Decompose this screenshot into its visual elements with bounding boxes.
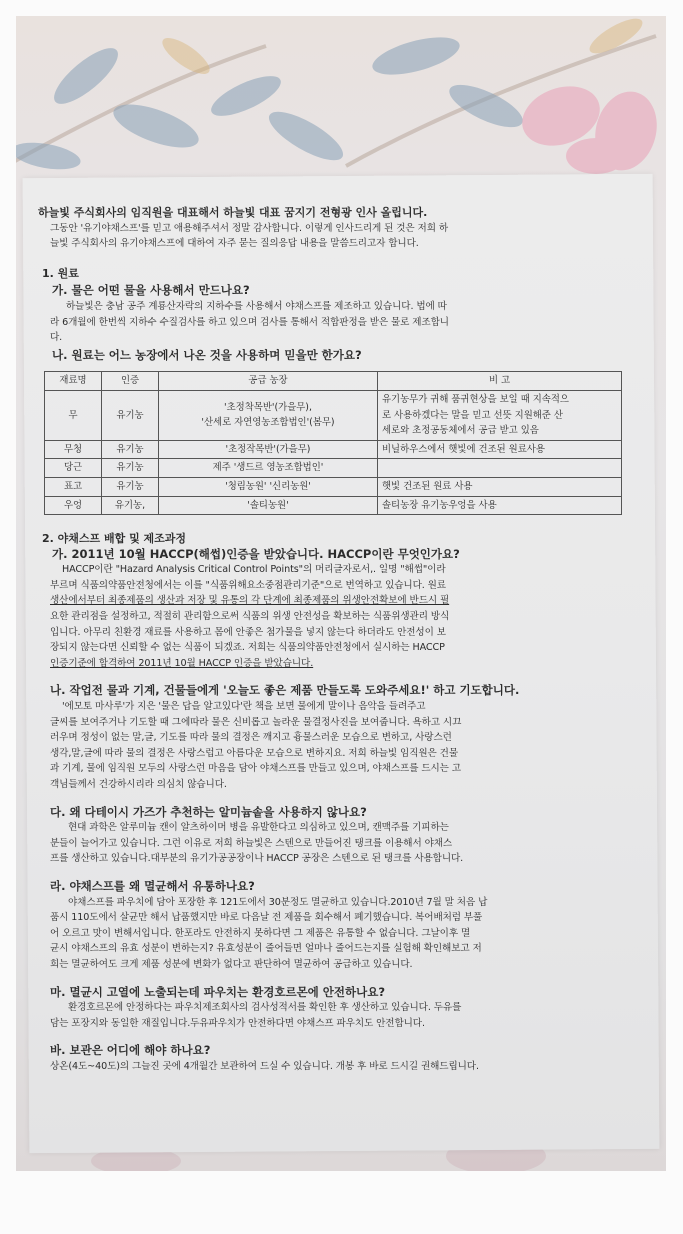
answer-2b-line-6: 객님들께서 건강하시리라 의심치 않습니다.	[50, 779, 227, 790]
answer-2a-line-4: 요한 관리점을 설정하고, 적절히 관리함으로써 식품의 위생 안전성을 확보하는 식품위생관리 방식	[50, 611, 450, 623]
table-row	[45, 459, 622, 478]
cell-farm: 제주 '생드르 영농조합법인'	[159, 459, 378, 478]
cell-note: 솔티농장 유기농우엉을 사용	[378, 496, 622, 515]
table-row	[45, 440, 622, 459]
cell-name: 우엉	[45, 496, 102, 515]
answer-2d-line-1: 야채스프를 파우치에 담아 포장한 후 121도에서 30분정도 멸균하고 있습니다.2010년 7월 말 처음 납	[68, 896, 488, 908]
answer-2c-line-2: 분들이 늘어가고 있습니다. 그런 이유로 저희 하늘빛은 스텐으로 만들어진 탱크를 이용해서 야채스	[50, 837, 453, 849]
question-2e: 마. 멸균시 고열에 노출되는데 파우치는 환경호르몬에 안전하나요?	[50, 984, 386, 999]
cell-name: 당근	[45, 459, 102, 478]
question-2b: 나. 작업전 물과 기계, 건물들에게 '오늘도 좋은 제품 만들도록 도와주세요!' 하고 기도합니다.	[50, 683, 520, 698]
answer-2a-line-2: 부르며 식품의약품안전청에서는 이를 "식품위해요소중점관리기준"으로 번역하고 있습니다. 원료	[50, 579, 446, 591]
intro-line-1: 그동안 '유기야채스프'를 믿고 애용해주셔서 정말 감사합니다. 이렇게 인사드리게 된 것은 저희 하	[50, 222, 449, 234]
answer-2a-line-6: 장되지 않는다면 신뢰할 수 없는 식품이 되겠죠. 저희는 식품의약품안전청에서 실시하는 HACCP	[50, 642, 445, 654]
answer-1a-line-3: 다.	[50, 332, 63, 344]
table-header-note: 비 고	[378, 372, 622, 391]
farm-line: '산세로 자연영농조합법인'(봄무)	[201, 417, 335, 429]
answer-2d-line-3: 어 오르고 맛이 변해서입니다. 한포라도 안전하지 못하다면 그 제품은 유통할 수 없습니다. 그날이후 멸	[50, 927, 471, 939]
cell-cert: 유기농	[102, 477, 159, 496]
answer-1a-line-2: 라 6개월에 한번씩 지하수 수질검사를 하고 있으며 검사를 통해서 적합판정을 받은 물로 제조합니	[50, 316, 449, 328]
table-row	[45, 477, 622, 496]
cell-name: 무청	[45, 440, 102, 459]
question-2f: 바. 보관은 어디에 해야 하나요?	[50, 1043, 211, 1058]
answer-2a-line-7: 인증기준에 합격하여 2011년 10월 HACCP 인증을 받았습니다.	[50, 657, 314, 669]
answer-2f-line-1: 상온(4도~40도)의 그늘진 곳에 4개월간 보관하여 드실 수 있습니다. 개봉 후 바로 드시길 권해드립니다.	[50, 1060, 479, 1072]
question-1b: 나. 원료는 어느 농장에서 나온 것을 사용하며 믿을만 한가요?	[52, 347, 362, 362]
cell-farm	[159, 390, 378, 440]
question-2a: 가. 2011년 10월 HACCP(해썹)인증을 받았습니다. HACCP이란 무엇인가요?	[52, 546, 460, 561]
raw-material-table	[44, 371, 622, 515]
question-1a: 가. 물은 어떤 물을 사용해서 만드나요?	[52, 283, 250, 298]
note-line: 로 사용하겠다는 말을 믿고 선뜻 지원해준 산	[382, 409, 563, 421]
answer-2a-line-3: 생산에서부터 최종제품의 생산과 저장 및 유통의 각 단계에 최종제품의 위생안전확보에 반드시 필	[50, 595, 450, 607]
cell-note	[378, 459, 622, 478]
note-line: 유기농무가 귀해 품귀현상을 보일 때 지속적으	[382, 393, 569, 405]
faq-document	[28, 205, 620, 1075]
note-line: 세로와 초정공동체에서 공급 받고 있음	[382, 425, 539, 437]
answer-2a-line-1: HACCP이란 "Hazard Analysis Critical Control Points"의 머리글자로서,. 일명 "해썹"이라	[62, 564, 446, 576]
answer-2d-line-4: 균시 야채스프의 유효 성분이 변하는지? 유효성분이 줄어들면 얼마나 줄어드는지를 실험해 확인해보고 저	[50, 943, 482, 955]
answer-1a-line-1: 하늘빛은 충남 공주 계룡산자락의 지하수를 사용해서 야채스프를 제조하고 있습니다. 법에 따	[66, 300, 447, 312]
answer-2c-line-1: 현대 과학은 알루미늄 캔이 알츠하이머 병을 유발한다고 의심하고 있으며, 캔맥주를 기피하는	[68, 822, 449, 834]
cell-note: 햇빛 건조된 원료 사용	[378, 477, 622, 496]
answer-2c-line-3: 프를 생산하고 있습니다.대부분의 유기가공공장이나 HACCP 공장은 스텐으로 된 탱크를 사용합니다.	[50, 853, 464, 865]
cell-cert: 유기농,	[102, 496, 159, 515]
answer-2b-line-3: 러우며 정성이 없는 말,글, 기도를 따라 물의 결정은 깨지고 흉물스러운 모습으로 변하고, 사랑스런	[50, 732, 452, 744]
cell-cert: 유기농	[102, 390, 159, 440]
cell-farm: '초정작목반'(가을무)	[159, 440, 378, 459]
intro-line-2: 늘빛 주식회사의 유기야채스프에 대하여 자주 묻는 질의응답 내용을 말씀드리고자 합니다.	[50, 238, 419, 250]
document-title: 하늘빛 주식회사의 임직원을 대표해서 하늘빛 대표 꿈지기 전형광 인사 올립니다.	[38, 206, 428, 219]
answer-2b-line-2: 글씨를 보여주거나 기도할 때 그에따라 물은 신비롭고 놀라운 물결정사진을 보여줍니다. 욕하고 시끄	[50, 716, 462, 728]
cell-name: 표고	[45, 477, 102, 496]
answer-2b-line-4: 생각,말,글에 따라 물의 결정은 사랑스럽고 아름다운 모습으로 변하지요. 저희 하늘빛 임직원은 건물	[50, 747, 458, 759]
table-header-row	[45, 372, 622, 391]
answer-2e-line-1: 환경호르몬에 안정하다는 파우치제조회사의 검사성적서를 확인한 후 생산하고 있습니다. 두유를	[68, 1002, 462, 1014]
table-row	[45, 390, 622, 440]
cell-cert: 유기농	[102, 459, 159, 478]
answer-2b-line-5: 과 기계, 물에 임직원 모두의 사랑스런 마음을 담아 야채스프를 만들고 있으며, 야채스프를 드시는 고	[50, 763, 461, 775]
question-2c: 다. 왜 다테이시 가즈가 추천하는 알미늄솥을 사용하지 않나요?	[50, 804, 367, 819]
answer-2a-line-5: 입니다. 아무리 친환경 재료를 사용하고 몸에 안좋은 첨가물을 넣지 않는다 하더라도 안전성이 보	[50, 626, 446, 638]
cell-cert: 유기농	[102, 440, 159, 459]
cell-note: 비닐하우스에서 햇빛에 건조된 원료사용	[378, 440, 622, 459]
cell-name: 무	[45, 390, 102, 440]
question-2d: 라. 야채스프를 왜 멸균해서 유통하나요?	[50, 878, 255, 893]
table-header-farm: 공급 농장	[159, 372, 378, 391]
answer-2d-line-5: 희는 멸균하여도 크게 제품 성분에 변화가 없다고 판단하여 멸균하여 공급하고 있습니다.	[50, 958, 413, 970]
cell-farm: '청림농원' '신리농원'	[159, 477, 378, 496]
cell-farm: '솔티농원'	[159, 496, 378, 515]
table-header-cert: 인증	[102, 372, 159, 391]
farm-line: '초정착목반'(가을무),	[224, 401, 312, 413]
answer-2d-line-2: 품시 110도에서 살균만 해서 납품했지만 바로 다음날 전 제품을 회수해서 폐기했습니다. 복어배처럼 부풀	[50, 912, 483, 924]
table-row	[45, 496, 622, 515]
cell-note	[378, 390, 622, 440]
section-2-title: 2. 야채스프 배합 및 제조과정	[42, 532, 187, 546]
section-1-title: 1. 원료	[42, 266, 79, 280]
answer-2b-line-1: '에모토 마사루'가 지은 '물은 답을 알고있다'란 책을 보면 물에게 말이나 음악을 들려주고	[62, 701, 426, 713]
answer-2e-line-2: 담는 포장지와 동일한 재질입니다.두유파우치가 안전하다면 야채스프 파우치도 안전합니다.	[50, 1017, 425, 1029]
table-header-name: 재료명	[45, 372, 102, 391]
